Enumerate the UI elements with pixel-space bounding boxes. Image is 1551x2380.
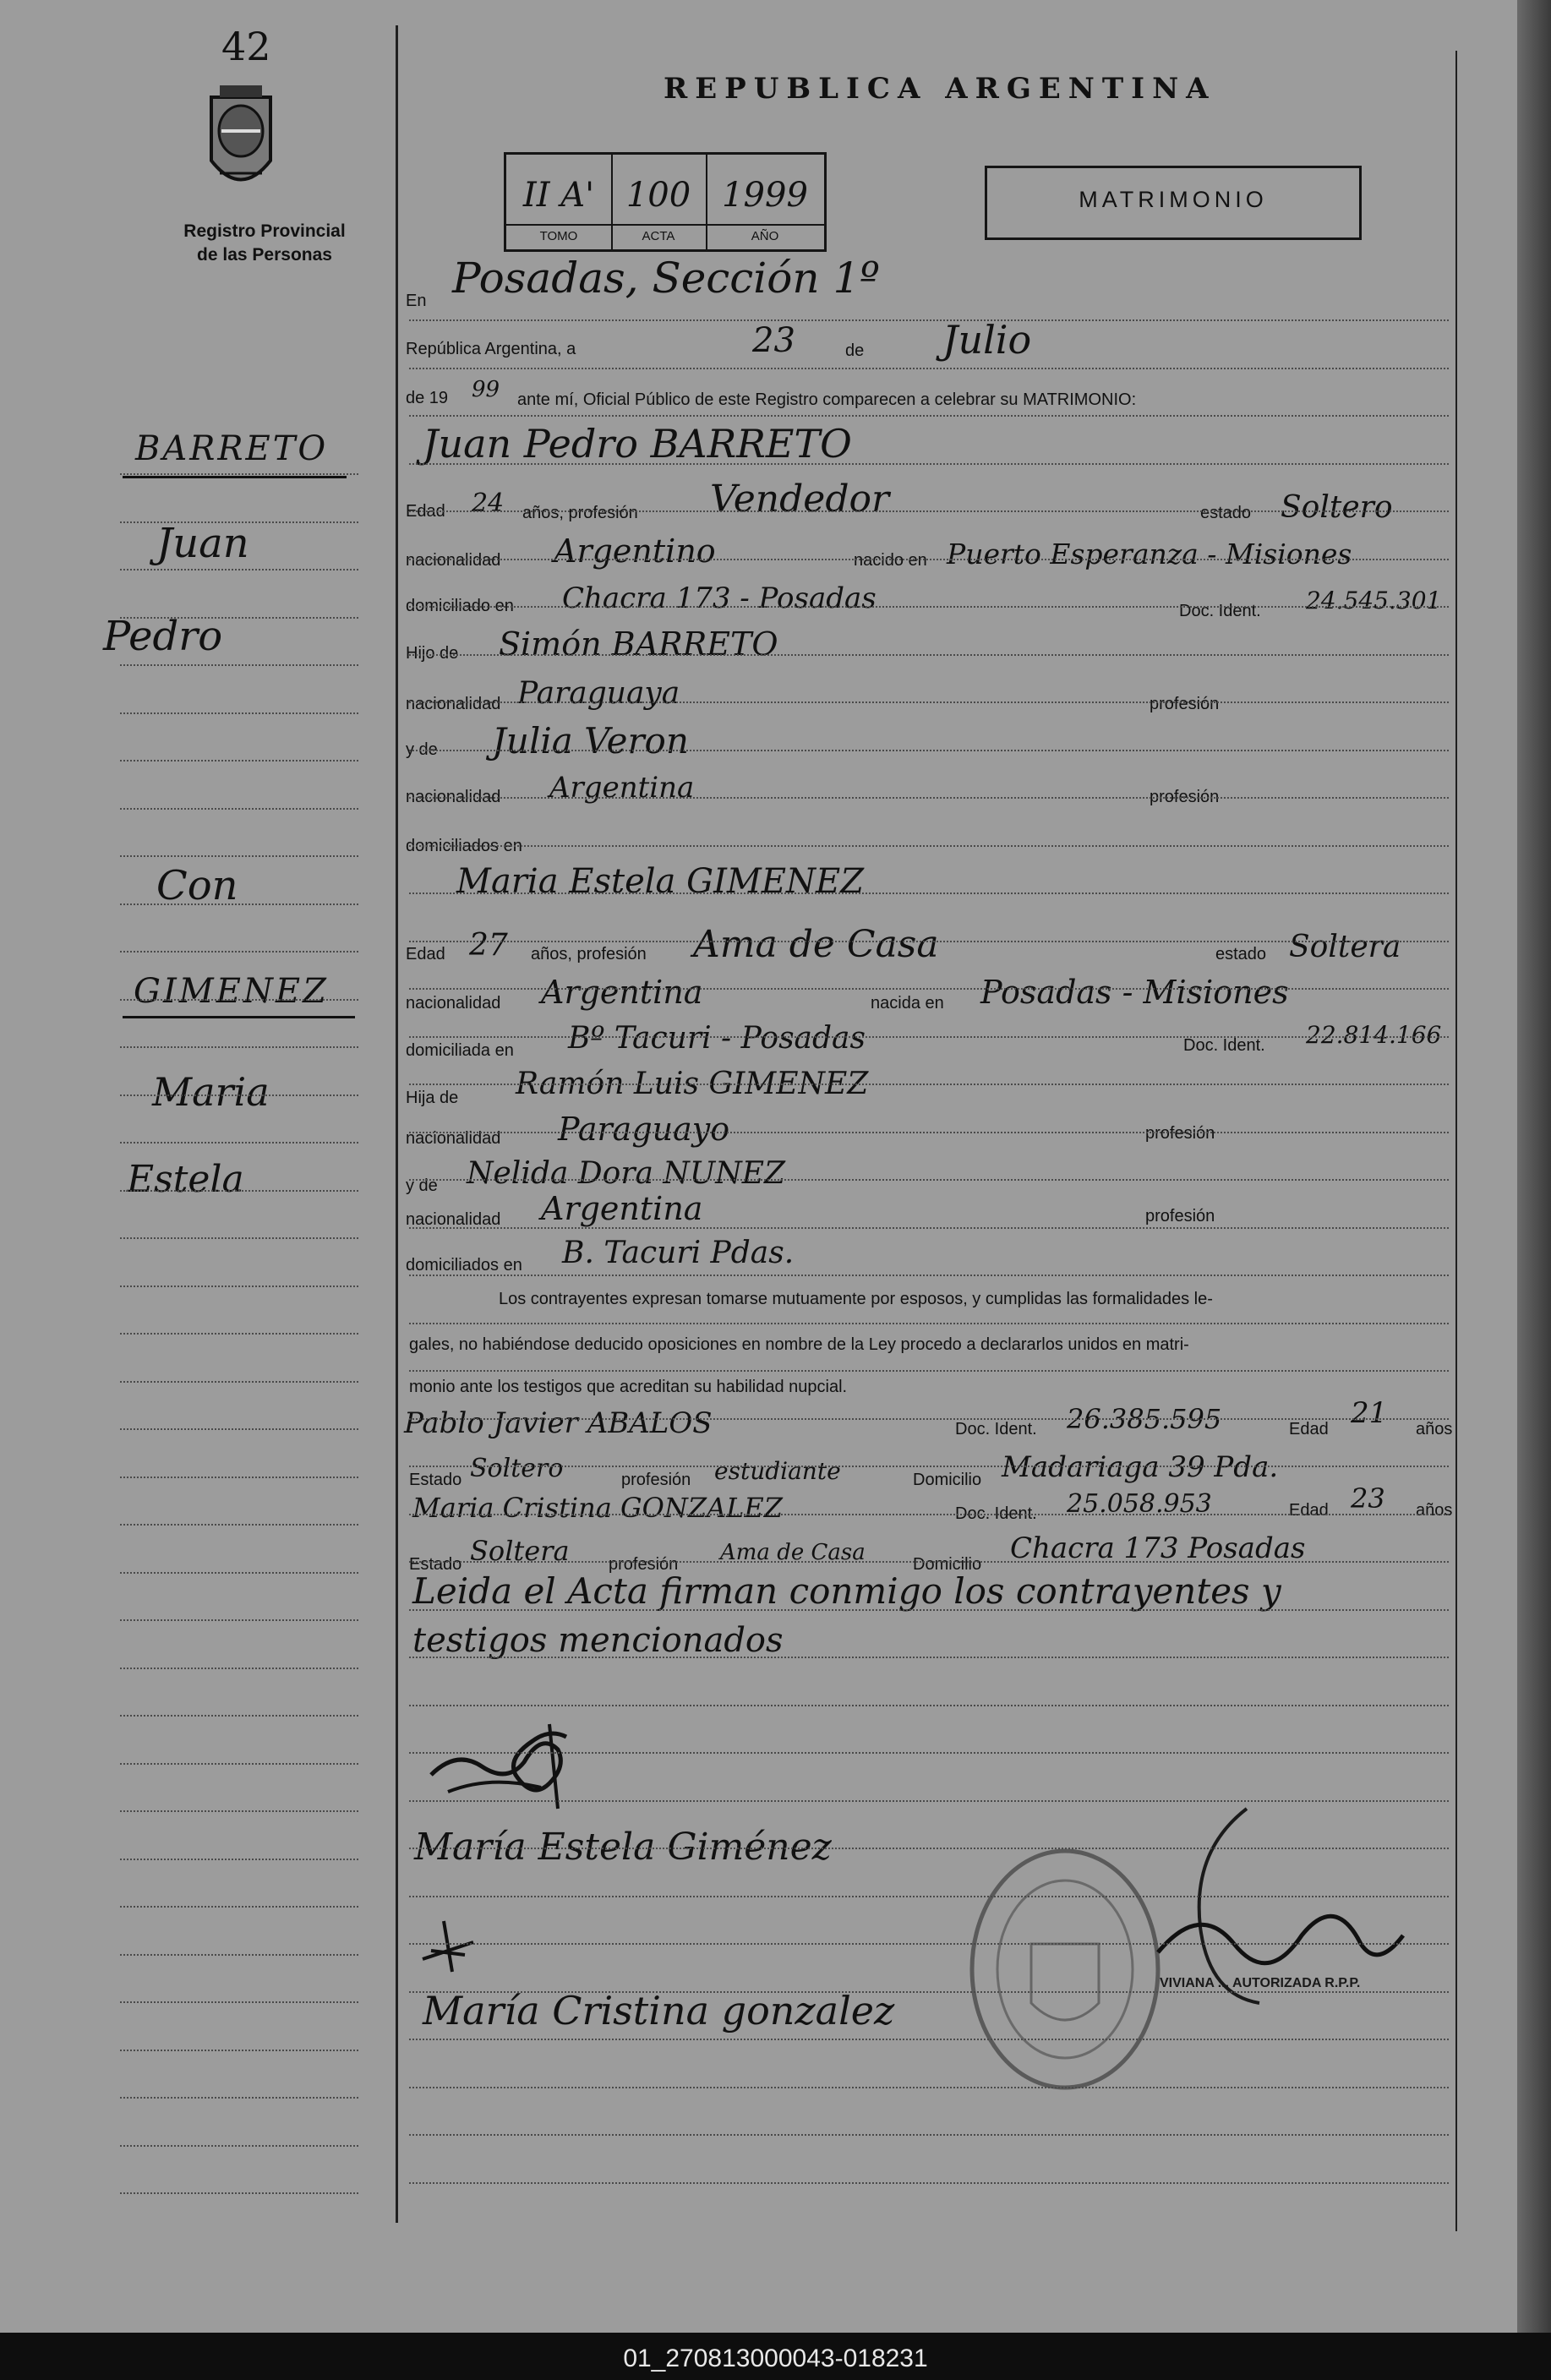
ruled-line xyxy=(409,750,1449,751)
scan-footer xyxy=(0,2333,1551,2380)
witness2-estado-label: Estado xyxy=(409,1555,462,1574)
ruled-line xyxy=(120,664,358,666)
ruled-line xyxy=(409,319,1449,321)
ruled-line xyxy=(409,701,1449,703)
witness1-estado: Soltero xyxy=(470,1454,564,1483)
bride-doc-label: Doc. Ident. xyxy=(1183,1036,1265,1055)
ruled-line xyxy=(409,1275,1449,1276)
witness2-doc-label: Doc. Ident. xyxy=(955,1504,1037,1523)
ruled-line xyxy=(409,845,1449,847)
ruled-line xyxy=(409,1514,1449,1515)
groom-profesion: Vendedor xyxy=(710,478,890,521)
bride-nacida-label: nacida en xyxy=(871,994,944,1013)
ruled-line xyxy=(120,521,358,523)
ruled-line xyxy=(409,2087,1449,2088)
groom-yde-label: y de xyxy=(406,740,438,759)
folio-number: 42 xyxy=(221,24,271,69)
de-label: de xyxy=(845,341,865,360)
groom-domicilio: Chacra 173 - Posadas xyxy=(562,581,877,615)
ruled-line xyxy=(120,1142,358,1144)
ruled-line xyxy=(409,1179,1449,1181)
margin-groom-name1: Juan xyxy=(156,520,249,567)
witness1-anos-label: años xyxy=(1416,1420,1453,1438)
registry-line-2: de las Personas xyxy=(197,245,332,265)
witness1-doc: 26.385.595 xyxy=(1067,1403,1222,1435)
groom-nacionalidad: Argentino xyxy=(554,532,716,570)
declaration-line-1: Los contrayentes expresan tomarse mutuamente por esposos, y cumplidas las formalidades le- xyxy=(499,1290,1213,1308)
ruled-line xyxy=(409,1657,1449,1658)
ruled-line xyxy=(120,951,358,953)
ruled-line xyxy=(120,1572,358,1574)
ruled-line xyxy=(409,1943,1449,1945)
bride-parents-dom-label: domiciliados en xyxy=(406,1256,522,1275)
groom-nacido-label: nacido en xyxy=(854,551,927,570)
right-border xyxy=(1455,51,1457,2231)
ruled-line xyxy=(409,1036,1449,1038)
mark-signature xyxy=(414,1917,482,1976)
book-binding-edge xyxy=(1517,0,1551,2333)
ruled-line xyxy=(120,1524,358,1526)
bride-profesion: Ama de Casa xyxy=(693,923,939,966)
ruled-line xyxy=(120,1333,358,1335)
declaration-line-2: gales, no habiéndose deducido oposiciones en nombre de la Ley procedo a declararlos unidos en matri- xyxy=(409,1335,1189,1354)
record-number-box xyxy=(504,152,827,252)
groom-doc-label: Doc. Ident. xyxy=(1179,602,1261,620)
groom-mother-nac-label: nacionalidad xyxy=(406,788,501,806)
witness2-signature: María Cristina gonzalez xyxy=(423,1988,895,2033)
ruled-line xyxy=(120,1906,358,1908)
witness1-name: Pablo Javier ABALOS xyxy=(404,1406,713,1440)
ruled-line xyxy=(409,2182,1449,2184)
ruled-line xyxy=(120,617,358,619)
groom-father-prof-label: profesión xyxy=(1150,695,1220,713)
groom-signature xyxy=(423,1716,600,1817)
ruled-line xyxy=(409,1561,1449,1563)
ruled-line xyxy=(409,1752,1449,1754)
groom-edad-label: Edad xyxy=(406,502,445,521)
ruled-line xyxy=(120,1859,358,1860)
witness2-domicilio: Chacra 173 Posadas xyxy=(1010,1531,1306,1565)
margin-bride-name1: Maria xyxy=(152,1069,270,1115)
tomo-value: II A' xyxy=(522,176,595,215)
bride-nacionalidad: Argentina xyxy=(541,974,703,1011)
ruled-line xyxy=(409,1991,1449,1993)
witness1-doc-label: Doc. Ident. xyxy=(955,1420,1037,1438)
groom-mother-prof-label: profesión xyxy=(1150,788,1220,806)
bride-mother-nac-label: nacionalidad xyxy=(406,1210,501,1229)
witness2-name: Maria Cristina GONZALEZ xyxy=(412,1492,783,1524)
witness1-domicilio: Madariaga 39 Pda. xyxy=(1002,1450,1279,1484)
ruled-line xyxy=(120,999,358,1001)
bride-estado-label: estado xyxy=(1215,945,1267,963)
margin-divider xyxy=(396,25,398,2223)
ruled-line xyxy=(409,1466,1449,1467)
bride-mother: Nelida Dora NUNEZ xyxy=(467,1156,786,1191)
ruled-line xyxy=(409,1370,1449,1372)
ruled-line xyxy=(409,892,1449,894)
ruled-line xyxy=(409,1227,1449,1229)
year-prefix: de 19 xyxy=(406,389,449,407)
bride-domicilio: Bº Tacuri - Posadas xyxy=(568,1021,866,1056)
ante-text: ante mí, Oficial Público de este Registro comparecen a celebrar su MATRIMONIO: xyxy=(517,390,1137,409)
ruled-line xyxy=(409,1609,1449,1611)
ruled-line xyxy=(120,2097,358,2099)
ruled-line xyxy=(409,606,1449,608)
groom-estado: Soltero xyxy=(1281,490,1393,525)
bride-mother-nac: Argentina xyxy=(541,1190,703,1227)
ruled-line xyxy=(409,1084,1449,1085)
witness1-estado-label: Estado xyxy=(409,1471,462,1489)
ruled-line xyxy=(120,1477,358,1478)
witness2-edad-label: Edad xyxy=(1289,1501,1329,1520)
ruled-line xyxy=(120,760,358,761)
acta-value: 100 xyxy=(625,176,691,215)
ruled-line xyxy=(409,559,1449,560)
ruled-line xyxy=(409,1848,1449,1849)
bride-nac-label: nacionalidad xyxy=(406,994,501,1013)
ruled-line xyxy=(120,1381,358,1383)
groom-father-nac-label: nacionalidad xyxy=(406,695,501,713)
acta-label: ACTA xyxy=(642,229,675,243)
bride-profesion-label: años, profesión xyxy=(531,945,647,963)
bride-nacida: Posadas - Misiones xyxy=(980,974,1289,1011)
tomo-label: TOMO xyxy=(539,229,578,243)
ruled-line xyxy=(120,1763,358,1765)
groom-mother: Julia Veron xyxy=(492,720,689,761)
groom-edad: 24 xyxy=(472,489,505,518)
groom-profesion-label: años, profesión xyxy=(522,504,638,522)
ano-value: 1999 xyxy=(722,176,808,215)
ruled-line xyxy=(120,2145,358,2147)
ruled-line xyxy=(409,2039,1449,2040)
act-type-box xyxy=(985,166,1362,240)
groom-name: Juan Pedro BARRETO xyxy=(423,421,852,467)
witness2-edad: 23 xyxy=(1351,1482,1385,1515)
ruled-line xyxy=(120,903,358,905)
ruled-line xyxy=(120,473,358,475)
year-suffix: 99 xyxy=(472,377,500,402)
bride-mother-prof-label: profesión xyxy=(1145,1207,1215,1225)
witness2-anos-label: años xyxy=(1416,1501,1453,1520)
ruled-line xyxy=(120,855,358,857)
ruled-line xyxy=(409,1705,1449,1706)
witness1-edad-label: Edad xyxy=(1289,1420,1329,1438)
groom-dom-label: domiciliado en xyxy=(406,597,514,615)
groom-doc: 24.545.301 xyxy=(1306,587,1442,614)
act-type-label: MATRIMONIO xyxy=(1079,187,1268,212)
ruled-line xyxy=(120,1428,358,1430)
closing-line-1: Leida el Acta firman conmigo los contrayentes y xyxy=(412,1570,1281,1612)
ruled-line xyxy=(409,368,1449,369)
ruled-line xyxy=(409,1323,1449,1324)
ruled-line xyxy=(120,1046,358,1048)
margin-bride-surname: GIMENEZ xyxy=(134,972,329,1011)
stamp-text: VIVIANA ... AUTORIZADA R.P.P. xyxy=(1160,1976,1361,1990)
ruled-line xyxy=(409,1896,1449,1897)
ruled-line xyxy=(120,1190,358,1192)
ano-label: AÑO xyxy=(751,229,779,243)
ruled-line xyxy=(120,712,358,714)
margin-groom-surname: BARRETO xyxy=(135,429,329,468)
groom-father: Simón BARRETO xyxy=(499,625,778,663)
coat-of-arms-emblem xyxy=(203,80,279,203)
bride-edad: 27 xyxy=(469,928,508,963)
witness1-profesion: estudiante xyxy=(714,1457,841,1485)
ruled-line xyxy=(409,1418,1449,1420)
registry-line-1: Registro Provincial xyxy=(183,221,346,241)
declaration-line-3: monio ante los testigos que acreditan su habilidad nupcial. xyxy=(409,1378,848,1396)
ruled-line xyxy=(409,797,1449,799)
ruled-line xyxy=(409,988,1449,990)
witness1-dom-label: Domicilio xyxy=(913,1471,982,1489)
ruled-line xyxy=(409,1132,1449,1133)
month-value: Julio xyxy=(942,317,1032,363)
bride-parents-dom: B. Tacuri Pdas. xyxy=(562,1236,795,1270)
groom-parents-dom-label: domiciliados en xyxy=(406,837,522,855)
bride-father-nac: Paraguayo xyxy=(558,1111,730,1148)
ruled-line xyxy=(409,1800,1449,1802)
groom-estado-label: estado xyxy=(1200,504,1252,522)
bride-father-nac-label: nacionalidad xyxy=(406,1129,501,1148)
closing-line-2: testigos mencionados xyxy=(412,1621,784,1660)
ruled-line xyxy=(409,463,1449,465)
margin-con: Con xyxy=(156,862,238,909)
witness1-edad: 21 xyxy=(1351,1396,1388,1430)
witness2-profesion-label: profesión xyxy=(609,1555,679,1574)
ruled-line xyxy=(120,1715,358,1717)
ruled-line xyxy=(409,510,1449,512)
margin-groom-name2: Pedro xyxy=(103,613,223,660)
ruled-line xyxy=(120,1668,358,1669)
country-header: REPUBLICA ARGENTINA xyxy=(664,72,1216,106)
scan-filename: 01_270813000043-018231 xyxy=(623,2345,928,2372)
ruled-line xyxy=(120,808,358,810)
bride-father: Ramón Luis GIMENEZ xyxy=(516,1067,869,1101)
ruled-line xyxy=(120,1954,358,1956)
bride-name: Maria Estela GIMENEZ xyxy=(456,862,865,901)
official-seal xyxy=(964,1842,1166,2096)
ruled-line xyxy=(120,1286,358,1287)
bride-edad-label: Edad xyxy=(406,945,445,963)
ruled-line xyxy=(120,1094,358,1096)
ruled-line xyxy=(120,569,358,570)
bride-yde-label: y de xyxy=(406,1176,438,1195)
witness1-profesion-label: profesión xyxy=(621,1471,691,1489)
bride-hija-label: Hija de xyxy=(406,1089,459,1107)
ruled-line xyxy=(120,1619,358,1621)
witness2-dom-label: Domicilio xyxy=(913,1555,982,1574)
bride-father-prof-label: profesión xyxy=(1145,1124,1215,1143)
bride-estado: Soltera xyxy=(1289,930,1401,964)
ruled-line xyxy=(409,654,1449,656)
place-value: Posadas, Sección 1º xyxy=(452,254,880,303)
ruled-line xyxy=(120,1810,358,1812)
ruled-line xyxy=(120,2192,358,2194)
groom-nac-label: nacionalidad xyxy=(406,551,501,570)
bride-doc: 22.814.166 xyxy=(1306,1021,1442,1049)
witness2-doc: 25.058.953 xyxy=(1067,1489,1212,1519)
ruled-line xyxy=(120,2050,358,2051)
ruled-line xyxy=(409,415,1449,417)
groom-nacido: Puerto Esperanza - Misiones xyxy=(947,538,1352,570)
margin-bride-name2: Estela xyxy=(127,1158,244,1201)
en-label: En xyxy=(406,292,427,310)
groom-father-nac: Paraguaya xyxy=(517,676,680,711)
bride-dom-label: domiciliada en xyxy=(406,1041,514,1060)
ruled-line xyxy=(120,1237,358,1239)
groom-mother-nac: Argentina xyxy=(549,771,695,805)
witness2-profesion: Ama de Casa xyxy=(720,1540,866,1565)
bride-signature: María Estela Giménez xyxy=(414,1826,832,1869)
groom-hijo-label: Hijo de xyxy=(406,644,459,663)
ruled-line xyxy=(120,2001,358,2003)
day-value: 23 xyxy=(752,321,795,360)
republica-label: República Argentina, a xyxy=(406,340,576,358)
ruled-line xyxy=(409,2134,1449,2136)
ruled-line xyxy=(409,941,1449,942)
witness2-estado: Soltera xyxy=(470,1535,570,1567)
